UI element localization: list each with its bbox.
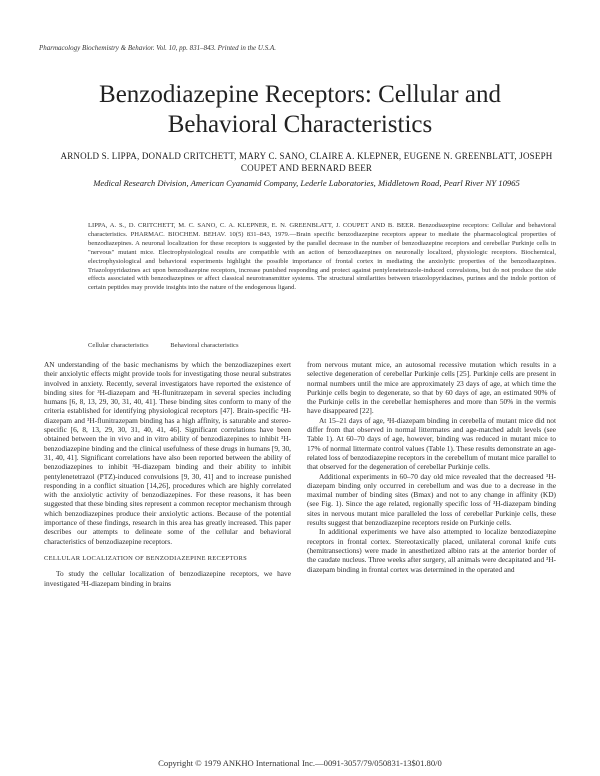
keyword: Behavioral characteristics <box>170 342 239 349</box>
right-column <box>307 360 556 574</box>
body-paragraph: At 15–21 days of age, ³H-diazepam binding in cerebella of mutant mice did not differ from that observed in normal littermates and age-matched adult levels (see Table 1). At 60–70 days of age, however, binding was reduced in mutant mice to 17% of normal littermate control values (Table 1). These results demonstrate an age-related loss of benzodiazepine receptors in the cerebellum of mutant mice parallel to that observed for the degeneration of cerebellar Purkinje cells. <box>307 415 556 472</box>
left-column <box>44 360 291 588</box>
section-heading: CELLULAR LOCALIZATION OF BENZODIAZEPINE RECEPTORS <box>44 554 248 562</box>
keyword: Cellular characteristics <box>88 342 149 349</box>
body-paragraph: from nervous mutant mice, an autosomal recessive mutation which results in a selective degeneration of cerebellar Purkinje cells [25]. Purkinje cells are present in normal numbers until the mice are approximately 23 days of age, at which time the Purkinje cells begin to degenerate, so that by 60 days of age, an estimated 90% of the Purkinje cells in the cerebellar hemispheres and more than 50% in the vermis have disappeared [22]. <box>307 360 556 416</box>
affiliation: Medical Research Division, American Cyanamid Company, Lederle Laboratories, Middletown Road, Pearl River NY 10965 <box>93 178 520 188</box>
body-paragraph: To study the cellular localization of benzodiazepine receptors, we have investigated ³H-diazepam binding in brains <box>44 569 291 588</box>
body-paragraph: Additional experiments in 60–70 day old mice revealed that the decreased ³H-diazepam binding only occurred in cerebellum and was due to a decrease in the maximal number of binding sites (Bmax) and not to any change in affinity (KD) (see Fig. 1). Since the age related, regionally specific loss of ³H-diazepam binding sites in nervous mutant mice paralleled the loss of cerebellar Purkinje cells, these results suggest that benzodiazepine receptors reside on Purkinje cells. <box>307 471 556 528</box>
journal-citation: Pharmacology Biochemistry & Behavior. Vol. 10, pp. 831–843. Printed in the U.S.A. <box>39 44 276 52</box>
body-paragraph: AN understanding of the basic mechanisms by which the benzodiazepines exert their anxiolytic effects might provide tools for investigating those neural substrates involved in anxiety. Recently, several investigators have reported the existence of binding sites for ³H-diazepam and ³H-flunitrazepam in several species including humans [6, 8, 13, 29, 30, 31, 40, 41]. These binding sites conform to many of the criteria established for identifying physiological receptors [47]. Brain-specific ³H-diazepam and ³H-flunitrazepam binding has a high affinity, is saturable and stereo-specific [6, 8, 13, 29, 30, 31, 40, 41, 46]. Significant correlations have been obtained between the in vivo and in vitro ability of benzodiazepines to inhibit ³H-benzodiazepine binding and the clinical usefulness of these drugs in humans [9, 30, 31, 40, 41]. Significant correlations have also been reported between the ability of benzodiazepines to inhibit ³H-diazepam binding and their ability to inhibit pentylenetetrazol (PTZ)-induced convulsions [9, 30, 41] and to increase punished responding in a conflict situation [14,26], procedures which are highly correlated with the anxiolytic activity of benzodiazepines. For these reasons, it has been suggested that these binding sites represent a common receptor mechanism through which benzodiazepines produce their anxiolytic actions. Because of the potential importance of these findings, research in this area has greatly increased. This paper describes our attempts to delineate some of the cellular and behavioral characteristics of benzodiazepine receptors. <box>44 360 291 546</box>
author-list: ARNOLD S. LIPPA, DONALD CRITCHETT, MARY C. SANO, CLAIRE A. KLEPNER, EUGENE N. GREENBLATT, JOSEPH COUPET AND BERNARD BEER <box>60 151 553 173</box>
body-paragraph: In additional experiments we have also attempted to localize benzodiazepine receptors in frontal cortex. Stereotaxically placed, unilateral coronal knife cuts (hemitransections) were made in anesthetized albino rats at the anterior border of the caudate nucleus. Three weeks after surgery, all animals were decapitated and ³H-diazepam binding in frontal cortex was determined in the operated and <box>307 527 556 574</box>
paper-title: Benzodiazepine Receptors: Cellular and Behavioral Characteristics <box>99 81 501 138</box>
keywords <box>88 342 259 349</box>
abstract: LIPPA, A. S., D. CRITCHETT, M. C. SANO, C. A. KLEPNER, E. N. GREENBLATT, J. COUPET AND B. BEER. Benzodiazepine receptors: Cellular and behavioral characteristics. PHARMAC. BIOCHEM. BEHAV. 10(5) 831–843, 1979.—Brain specific benzodiazepine receptors appear to mediate the pharmacological properties of benzodiazepines. A neuronal localization for these receptors is suggested by the parallel decrease in the number of benzodiazepine receptors and cerebellar Purkinje cells in "nervous" mutant mice. Electrophysiological results are compatible with an action of benzodiazepines on neuronally localized, physiologic receptors. Biochemical, electrophysiological and behavioral experiments highlight the possible importance of frontal cortex in mediating the anxiolytic properties of the benzodiazepines. Triazolopyridazines act upon benzodiazepine receptors, increase punished responding and protect against pentylenetetrazole-induced convulsions, but do not produce the side effects associated with benzodiazepines or affect classical neurotransmitter systems. The structural similarities between triazolopyridazines, purines and the indole portion of certain peptides may provide insights into the nature of the endogenous ligand. <box>88 222 556 292</box>
copyright-footer: Copyright © 1979 ANKHO International Inc.—0091-3057/79/050831-13$01.80/0 <box>158 758 442 768</box>
